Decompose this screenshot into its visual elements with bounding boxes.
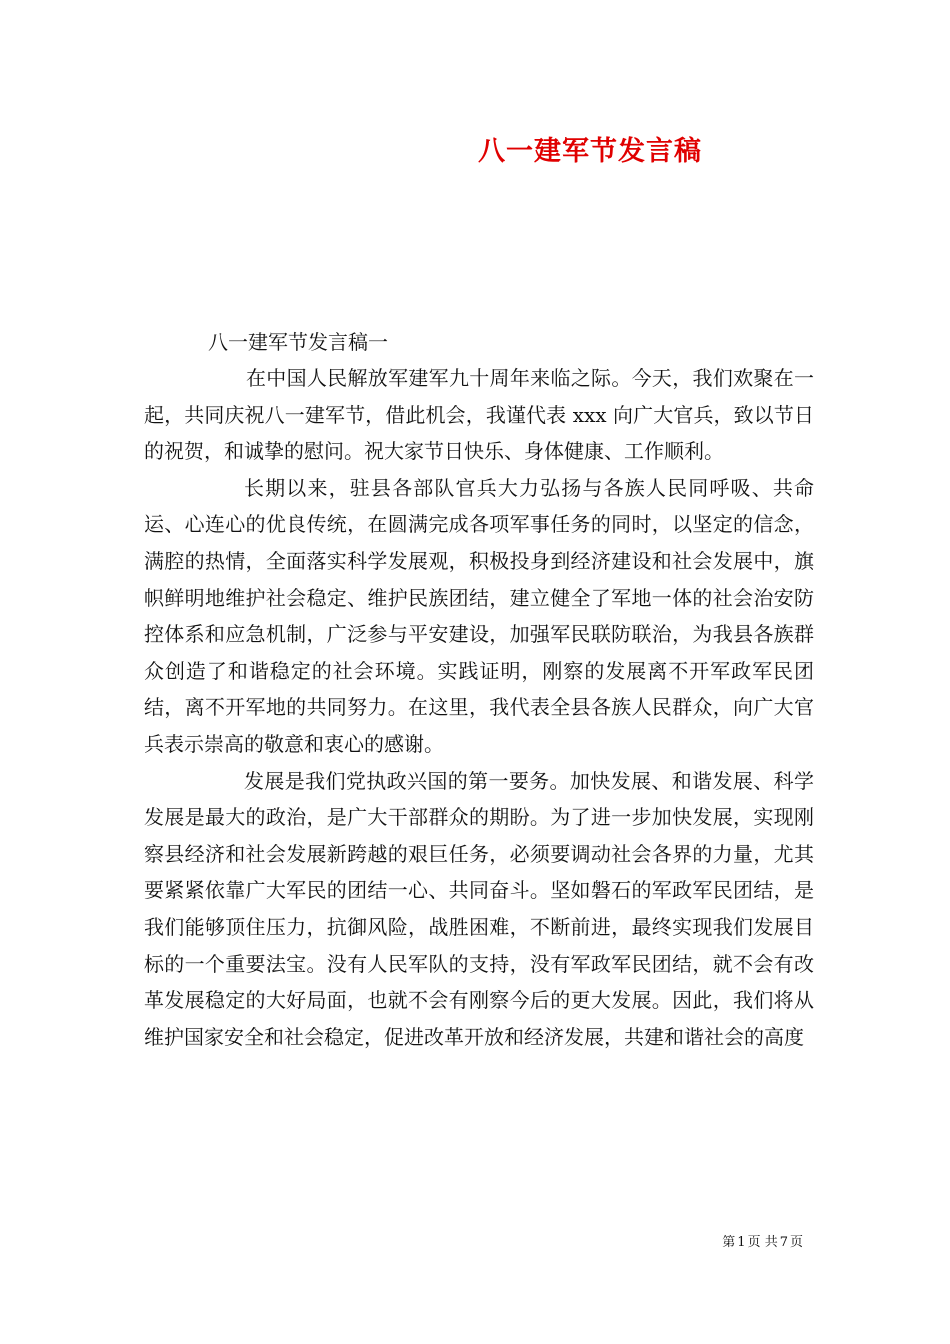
footer-prefix: 第 bbox=[722, 1235, 736, 1250]
page-footer bbox=[721, 1234, 804, 1252]
footer-middle: 页 共 bbox=[747, 1235, 778, 1250]
document-body bbox=[144, 360, 814, 1055]
footer-page-number: 1 bbox=[737, 1235, 746, 1250]
footer-suffix: 页 bbox=[789, 1235, 803, 1250]
title-text: 八一建军节发言稿 bbox=[478, 136, 702, 167]
document-title bbox=[0, 132, 950, 172]
paragraph-1: 在中国人民解放军建军九十周年来临之际。今天，我们欢聚在一起，共同庆祝八一建军节，借此机会，我谨代表 xxx 向广大官兵，致以节日的祝贺，和诚挚的慰问。祝大家节日快乐、身体健康、工作顺利。 bbox=[144, 366, 814, 464]
paragraph-2: 长期以来，驻县各部队官兵大力弘扬与各族人民同呼吸、共命运、心连心的优良传统，在圆满完成各项军事任务的同时，以坚定的信念，满腔的热情，全面落实科学发展观，积极投身到经济建设和社会发展中，旗帜鲜明地维护社会稳定、维护民族团结，建立健全了军地一体的社会治安防控体系和应急机制，广泛参与平安建设，加强军民联防联治，为我县各族群众创造了和谐稳定的社会环境。实践证明，刚察的发展离不开军政军民团结，离不开军地的共同努力。在这里，我代表全县各族人民群众，向广大官兵表示崇高的敬意和衷心的感谢。 bbox=[144, 475, 814, 756]
footer-total-pages: 7 bbox=[779, 1235, 788, 1250]
paragraph-3: 发展是我们党执政兴国的第一要务。加快发展、和谐发展、科学发展是最大的政治，是广大干部群众的期盼。为了进一步加快发展，实现刚察县经济和社会发展新跨越的艰巨任务，必须要调动社会各界的力量，尤其要紧紧依靠广大军民的团结一心、共同奋斗。坚如磐石的军政军民团结，是我们能够顶住压力，抗御风险，战胜困难，不断前进，最终实现我们发展目标的一个重要法宝。没有人民军队的支持，没有军政军民团结，就不会有改革发展稳定的大好局面，也就不会有刚察今后的更大发展。因此，我们将从维护国家安全和社会稳定，促进改革开放和经济发展，共建和谐社会的高度 bbox=[144, 768, 814, 1049]
section-subtitle: 八一建军节发言稿一 bbox=[208, 330, 388, 354]
